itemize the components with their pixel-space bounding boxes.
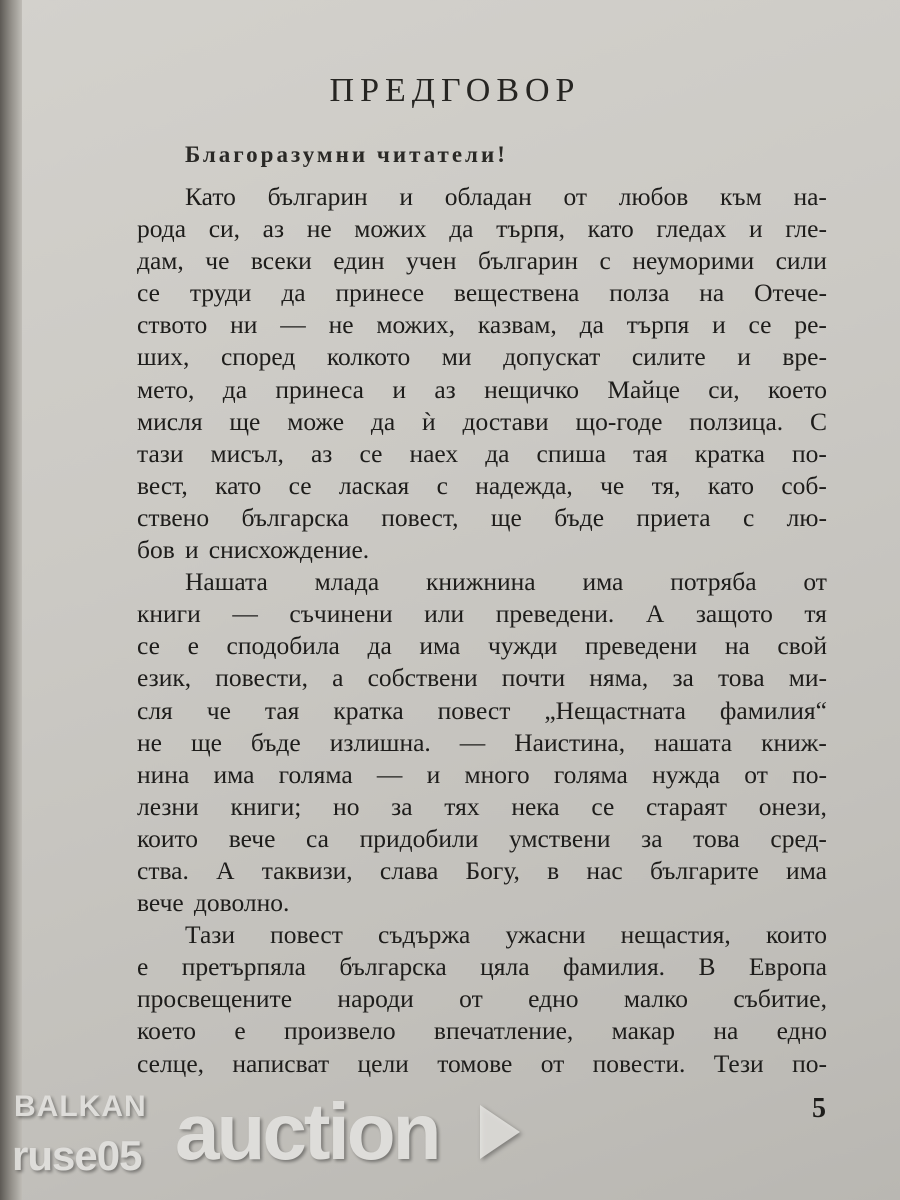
word: по- [792,438,827,468]
word: с [436,470,448,500]
word: Майце [607,374,680,404]
word: написват [232,1048,330,1078]
word: за [641,823,663,853]
word: се [137,631,160,661]
word: цели [357,1048,409,1078]
word: е [187,631,199,661]
word: си, [708,374,740,404]
watermark-play-icon [480,1105,520,1159]
word: доволно. [193,888,290,918]
word: гледах [656,214,727,244]
word: снисхождение. [208,535,370,565]
word: с [742,502,755,532]
word: едно [528,984,579,1014]
text-line [137,662,827,694]
word: надежда, [475,470,573,500]
word: по- [792,1048,827,1078]
word: достави [462,406,549,436]
word: малко [623,984,688,1014]
word: произвело [284,1016,396,1046]
word: фамилия. [562,952,666,982]
word: защото [695,599,773,629]
text-line [137,470,827,502]
word: търпя, [496,214,565,244]
text-line [137,1048,827,1080]
word: сили [775,246,827,276]
word: ми [441,342,472,372]
word: които [765,920,827,950]
word: ре- [794,310,827,340]
word: впечатление, [433,1016,574,1046]
word: тях [444,791,480,821]
word: принесе [335,278,425,308]
word: има [786,855,827,885]
word: за [391,791,413,821]
word: слава [379,855,439,885]
word: лаская [338,470,410,500]
word: сподобила [226,631,340,661]
word: цяла [480,952,530,982]
word: сред- [770,823,827,853]
word: към [720,182,762,211]
word: Тези [713,1048,764,1078]
text-line [137,855,827,887]
word: ползица. [689,406,784,436]
page-title: ПРЕДГОВОР [329,72,581,109]
word: преведени. [495,599,615,629]
word: можих [354,214,427,244]
word: с [599,246,611,276]
word: тя, [651,470,681,500]
body-text [137,181,827,1080]
word: — [459,727,486,757]
word: ших, [137,342,190,372]
text-line [137,406,827,438]
text-line [137,534,827,566]
word: събитие, [733,984,827,1014]
word: си, [208,214,241,244]
word: да [370,406,396,436]
word: и [184,535,199,565]
word: не [306,214,332,244]
word: много [464,759,530,789]
word: полза [609,278,670,308]
word: да [449,214,474,244]
word: лю- [786,502,827,532]
word: селце, [137,1048,205,1078]
word: и [737,342,751,372]
text-line [137,1015,827,1047]
word: от [540,1048,565,1078]
word: обладан [444,182,532,211]
word: умствени [509,823,611,853]
word: ми- [788,663,827,693]
watermark-brand-top: BALKAN [14,1090,147,1123]
word: Тази [185,920,235,950]
word: казвам, [477,310,557,340]
word: няма, [589,663,649,693]
word: повести, [215,663,308,693]
word: фамилия“ [719,695,827,725]
word: ще [190,727,222,757]
word: като [587,214,634,244]
word: В [698,952,716,982]
word: не [137,727,162,757]
word: се [748,310,772,340]
word: или [424,599,465,629]
word: ще [490,502,522,532]
word: учен [405,246,457,276]
word: гле- [785,214,827,244]
text-line [137,566,827,598]
word: вече [137,888,184,918]
text-line [137,759,827,791]
word: мето, [137,374,195,404]
word: в [547,855,560,885]
word: българин [267,182,368,211]
word: нещичко [484,374,579,404]
text-line [137,630,827,662]
word: на [713,1016,739,1046]
text-line [137,181,827,213]
word: че [205,246,230,276]
word: нека [511,791,560,821]
word: мисъл, [210,438,284,468]
word: вече [228,823,276,853]
word: претърпяла [181,952,306,982]
text-line [137,245,827,277]
word: Като [185,182,236,211]
text-line [137,791,827,823]
greeting: Благоразумни читатели! [185,142,508,167]
word: преведени [585,631,698,661]
word: да [281,278,306,308]
word: придобили [359,823,479,853]
word: веществена [453,278,580,308]
word: лезни [137,791,199,821]
word: що-годе [575,406,663,436]
word: сля [137,695,173,725]
text-line [137,438,827,470]
word: ствено [137,502,210,532]
word: са [306,823,329,853]
word: приета [636,502,711,532]
word: да [579,310,604,340]
word: мисля [137,406,203,436]
word: голяма [553,759,628,789]
word: — [376,759,403,789]
word: като [215,470,262,500]
word: ства. [137,855,189,885]
word: и [712,310,726,340]
word: се [359,438,383,468]
word: но [333,791,360,821]
word: тая [264,695,300,725]
word: — [232,599,258,629]
word: и [392,374,406,404]
word: наех [409,438,459,468]
word: на [724,631,750,661]
word: българска [241,502,349,532]
word: соб- [781,470,827,500]
word: вест, [137,470,188,500]
word: излишна. [329,727,431,757]
word: не [328,310,354,340]
word: аз [310,438,333,468]
word: колкото [326,342,411,372]
word: се [137,278,160,308]
text-line [137,695,827,727]
text-line [137,213,827,245]
word: макар [611,1016,675,1046]
word: чужди [487,631,558,661]
word: кратка [333,695,404,725]
word: книги; [230,791,302,821]
word: ството [137,310,208,340]
text-line [137,951,827,983]
word: се [591,791,615,821]
text-line [137,823,827,855]
word: които [137,823,199,853]
word: тази [137,438,184,468]
text-line [137,374,827,406]
word: Нашата [185,567,268,597]
word: принеса [275,374,364,404]
word: има [213,759,255,789]
word: съчинени [289,599,393,629]
word: повест [270,920,343,950]
word: да [485,438,510,468]
word: можих, [376,310,456,340]
word: нас [586,855,623,885]
word: тя [804,599,827,629]
watermark-seller: ruse05 [12,1132,142,1179]
word: а [332,663,344,693]
word: труди [189,278,252,308]
word: българска [339,952,447,982]
word: повест [437,695,511,725]
word: от [803,567,827,597]
word: което [137,1016,197,1046]
word: има [582,567,624,597]
word: на [699,278,725,308]
word: нина [137,759,190,789]
text-line [137,598,827,630]
word: като [707,470,755,500]
word: книжнина [426,567,536,597]
word: С [809,406,827,436]
word: бъде [250,727,301,757]
word: собствени [367,663,478,693]
word: А [216,855,235,885]
word: ще [229,406,261,436]
word: голяма [278,759,353,789]
word: е [234,1016,246,1046]
word: таквизи, [261,855,353,885]
word: — [280,310,306,340]
word: потряба [670,567,757,597]
word: за [672,663,694,693]
word: книж- [761,727,827,757]
word: и [426,759,441,789]
word: и [748,214,763,244]
word: ѝ [422,406,436,436]
word: от [563,182,588,211]
word: според [220,342,296,372]
word: един [333,246,385,276]
word: допускат [503,342,601,372]
word: това [717,663,765,693]
word: ни [230,310,258,340]
word: да [367,631,392,661]
word: от [744,759,768,789]
word: нужда [652,759,721,789]
word: търпя [626,310,690,340]
word: българите [649,855,759,885]
text-line [137,502,827,534]
word: бов [137,535,175,565]
word: неуморими [632,246,755,276]
text-line [137,919,827,951]
text-line [137,309,827,341]
word: се [288,470,312,500]
word: дам, [137,246,184,276]
word: нещастия, [620,920,731,950]
watermark-brand-main: auction [175,1087,439,1176]
word: Отече- [754,278,827,308]
word: онези, [758,791,827,821]
word: нашата [654,727,733,757]
word: има [419,631,461,661]
word: силите [631,342,706,372]
word: почти [501,663,566,693]
word: просвещените [137,984,293,1014]
word: бъде [554,502,605,532]
word: А [645,599,665,629]
word: повести. [592,1048,686,1078]
word: Европа [748,952,827,982]
word: съдържа [378,920,471,950]
word: че [600,470,625,500]
word: книги [137,599,201,629]
text-line [137,341,827,373]
book-spine-edge [0,0,22,1200]
word: народи [337,984,414,1014]
word: да [222,374,248,404]
word: повест, [381,502,459,532]
text-line [137,983,827,1015]
word: аз [262,214,285,244]
word: млада [314,567,380,597]
page-number: 5 [812,1093,826,1124]
text-line [137,277,827,309]
text-line [137,887,827,919]
word: език, [137,663,192,693]
word: Богу, [465,855,520,885]
word: тая [633,438,668,468]
word: по- [792,759,827,789]
word: може [287,406,345,436]
word: спиша [536,438,607,468]
word: това [693,823,740,853]
word: свой [777,631,827,661]
word: едно [776,1016,827,1046]
word: всеки [250,246,312,276]
word: от [459,984,483,1014]
word: е [137,952,149,982]
word: българин [477,246,579,276]
word: ужасни [505,920,586,950]
word: любов [618,182,689,211]
word: рода [137,214,187,244]
word: „Нещастната [544,695,686,725]
word: вре- [782,342,827,372]
word: на- [793,182,827,211]
word: и [399,182,414,211]
text-line [137,727,827,759]
word: че [206,695,231,725]
word: аз [434,374,456,404]
word: което [767,374,827,404]
word: стараят [646,791,728,821]
word: кратка [694,438,765,468]
word: томове [437,1048,513,1078]
word: Наистина, [514,727,626,757]
